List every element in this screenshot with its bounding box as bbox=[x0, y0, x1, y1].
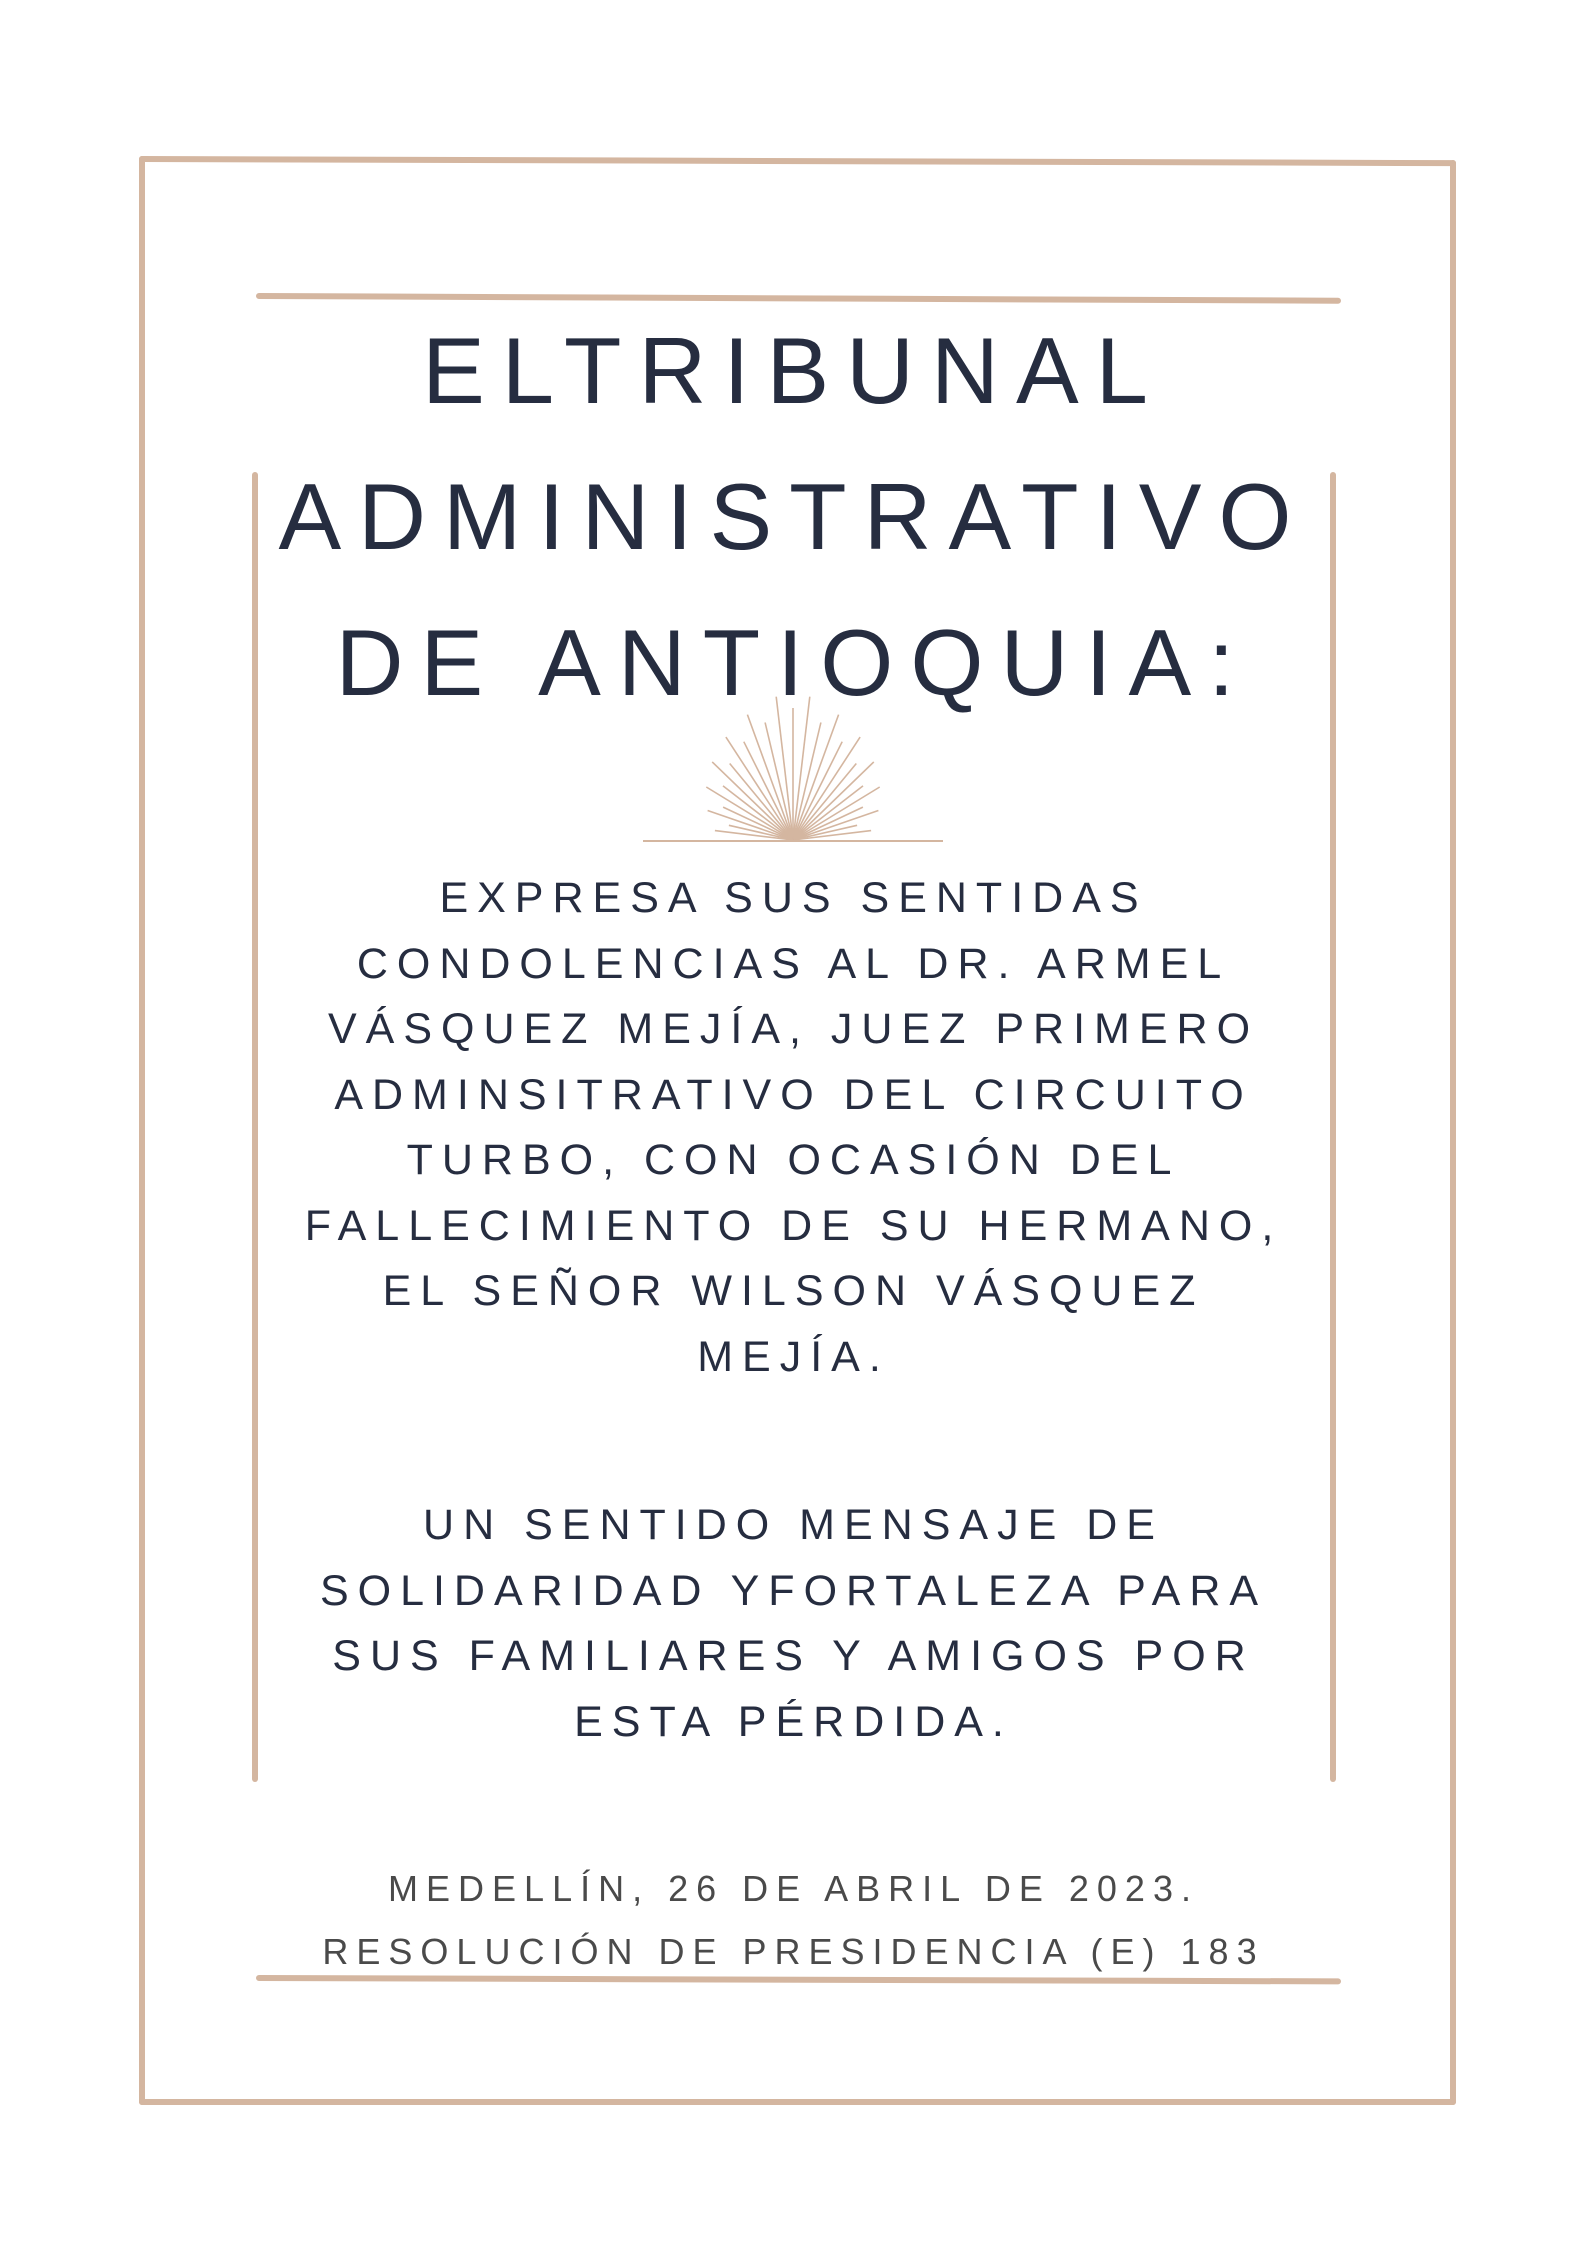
place-date: MEDELLÍN, 26 DE ABRIL DE 2023. bbox=[388, 1868, 1199, 1909]
message-line: EL SEÑOR WILSON VÁSQUEZ bbox=[382, 1267, 1205, 1315]
outer-frame-top-line bbox=[139, 156, 1456, 166]
title-line: ELTRIBUNAL bbox=[422, 318, 1165, 423]
title-line: DE ANTIOQUIA: bbox=[335, 610, 1252, 715]
condolence-message bbox=[0, 866, 1587, 1390]
message-line: TURBO, CON OCASIÓN DEL bbox=[406, 1136, 1181, 1184]
message-line: FALLECIMIENTO DE SU HERMANO, bbox=[304, 1201, 1283, 1250]
message-line: SUS FAMILIARES Y AMIGOS POR bbox=[332, 1632, 1255, 1680]
sunburst-icon bbox=[643, 692, 943, 844]
message-line: VÁSQUEZ MEJÍA, JUEZ PRIMERO bbox=[327, 1005, 1260, 1053]
solidarity-message bbox=[0, 1493, 1587, 1755]
message-line: ESTA PÉRDIDA. bbox=[574, 1697, 1013, 1746]
footer bbox=[0, 1857, 1587, 1983]
resolution-reference: RESOLUCIÓN DE PRESIDENCIA (E) 183 bbox=[322, 1931, 1265, 1972]
message-line: ADMINSITRATIVO DEL CIRCUITO bbox=[334, 1070, 1253, 1119]
message-line: SOLIDARIDAD YFORTALEZA PARA bbox=[319, 1566, 1268, 1615]
message-line: UN SENTIDO MENSAJE DE bbox=[423, 1501, 1164, 1549]
sunburst-ray bbox=[793, 762, 874, 840]
message-line: MEJÍA. bbox=[697, 1332, 890, 1381]
title-line: ADMINISTRATIVO bbox=[278, 464, 1309, 569]
page-title bbox=[0, 298, 1587, 736]
message-line: CONDOLENCIAS AL DR. ARMEL bbox=[356, 939, 1231, 988]
sunburst-ray bbox=[712, 762, 793, 840]
message-line: EXPRESA SUS SENTIDAS bbox=[439, 874, 1148, 922]
outer-frame-bottom-line bbox=[139, 2099, 1456, 2105]
